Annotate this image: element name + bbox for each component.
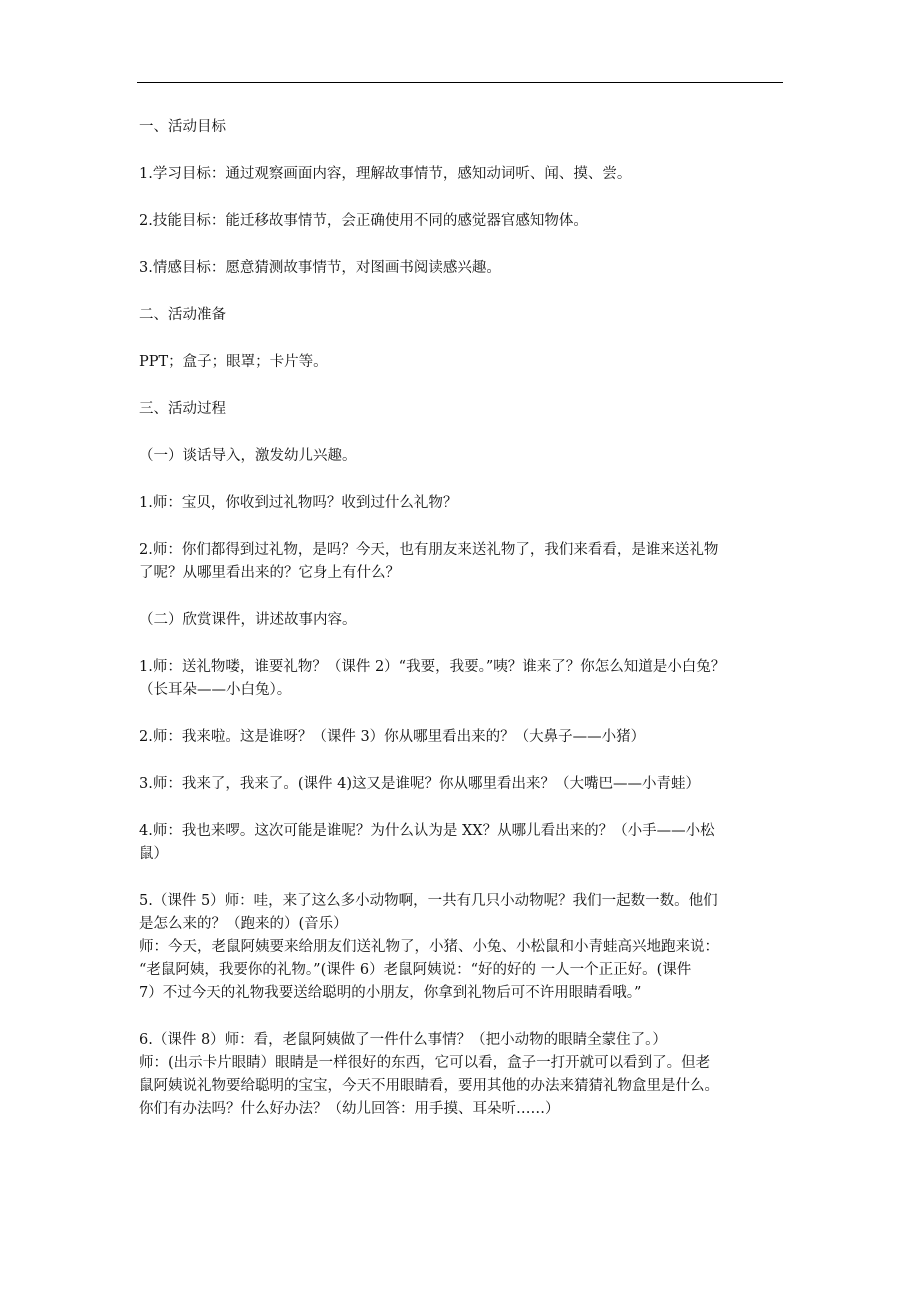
paragraph xyxy=(139,116,787,139)
text-line: 鼠阿姨说礼物要给聪明的宝宝，今天不用眼睛看，要用其他的办法来猜猜礼物盒里是什么。 xyxy=(139,1078,719,1094)
paragraph xyxy=(139,773,787,796)
paragraph xyxy=(139,1029,787,1121)
text-line: 二、活动准备 xyxy=(139,307,226,323)
text-line: 3.情感目标：愿意猜测故事情节，对图画书阅读感兴趣。 xyxy=(139,260,501,276)
text-line: 2.师：你们都得到过礼物，是吗？今天，也有朋友来送礼物了，我们来看看，是谁来送礼物 xyxy=(139,542,719,558)
text-line: 2.师：我来啦。这是谁呀？（课件 3）你从哪里看出来的？（大鼻子——小猪） xyxy=(139,729,646,745)
text-line: 1.学习目标：通过观察画面内容，理解故事情节，感知动词听、闻、摸、尝。 xyxy=(139,166,632,182)
paragraph xyxy=(139,820,787,866)
text-line: 了呢？从哪里看出来的？它身上有什么？ xyxy=(139,565,400,581)
text-line: 3.师：我来了，我来了。(课件 4)这又是谁呢？你从哪里看出来？（大嘴巴——小青蛙） xyxy=(139,776,700,792)
paragraph xyxy=(139,656,787,702)
text-line: （二）欣赏课件，讲述故事内容。 xyxy=(139,612,357,628)
text-line: （一）谈话导入，激发幼儿兴趣。 xyxy=(139,448,357,464)
paragraph xyxy=(139,445,787,468)
paragraph xyxy=(139,398,787,421)
text-line: PPT；盒子；眼罩；卡片等。 xyxy=(139,354,328,370)
text-line: 你们有办法吗？什么好办法？（幼儿回答：用手摸、耳朵听……） xyxy=(139,1101,560,1117)
text-line: 师：(出示卡片眼睛）眼睛是一样很好的东西，它可以看，盒子一打开就可以看到了。但老 xyxy=(139,1055,711,1071)
header-rule xyxy=(137,82,783,83)
text-line: 1.师：宝贝，你收到过礼物吗？收到过什么礼物？ xyxy=(139,495,458,511)
text-line: 鼠） xyxy=(139,846,168,862)
paragraph xyxy=(139,304,787,327)
text-line: 7）不过今天的礼物我要送给聪明的小朋友，你拿到礼物后可不许用眼睛看哦。” xyxy=(139,985,642,1001)
paragraph xyxy=(139,539,787,585)
text-line: （长耳朵——小白兔）。 xyxy=(139,682,292,698)
paragraph xyxy=(139,210,787,233)
paragraph xyxy=(139,492,787,515)
paragraph xyxy=(139,609,787,632)
text-line: 6.（课件 8）师：看，老鼠阿姨做了一件什么事情？（把小动物的眼睛全蒙住了。） xyxy=(139,1032,667,1048)
document-body xyxy=(139,116,787,1145)
text-line: 1.师：送礼物喽，谁要礼物？（课件 2）“我要，我要。”咦？谁来了？你怎么知道是小白兔？ xyxy=(139,659,726,675)
text-line: 5.（课件 5）师：哇，来了这么多小动物啊，一共有几只小动物呢？我们一起数一数。他们 xyxy=(139,893,718,909)
paragraph xyxy=(139,890,787,1005)
paragraph xyxy=(139,726,787,749)
text-line: “老鼠阿姨，我要你的礼物。”(课件 6）老鼠阿姨说：“好的好的 一人一个正正好。(课件 xyxy=(139,962,692,978)
paragraph xyxy=(139,163,787,186)
text-line: 师：今天，老鼠阿姨要来给朋友们送礼物了，小猪、小兔、小松鼠和小青蛙高兴地跑来说： xyxy=(139,939,719,955)
paragraph xyxy=(139,257,787,280)
text-line: 2.技能目标：能迁移故事情节，会正确使用不同的感觉器官感知物体。 xyxy=(139,213,588,229)
text-line: 一、活动目标 xyxy=(139,119,226,135)
text-line: 是怎么来的？（跑来的）(音乐） xyxy=(139,916,348,932)
text-line: 4.师：我也来啰。这次可能是谁呢？为什么认为是 XX？从哪儿看出来的？（小手——小松 xyxy=(139,823,715,839)
paragraph xyxy=(139,351,787,374)
text-line: 三、活动过程 xyxy=(139,401,226,417)
